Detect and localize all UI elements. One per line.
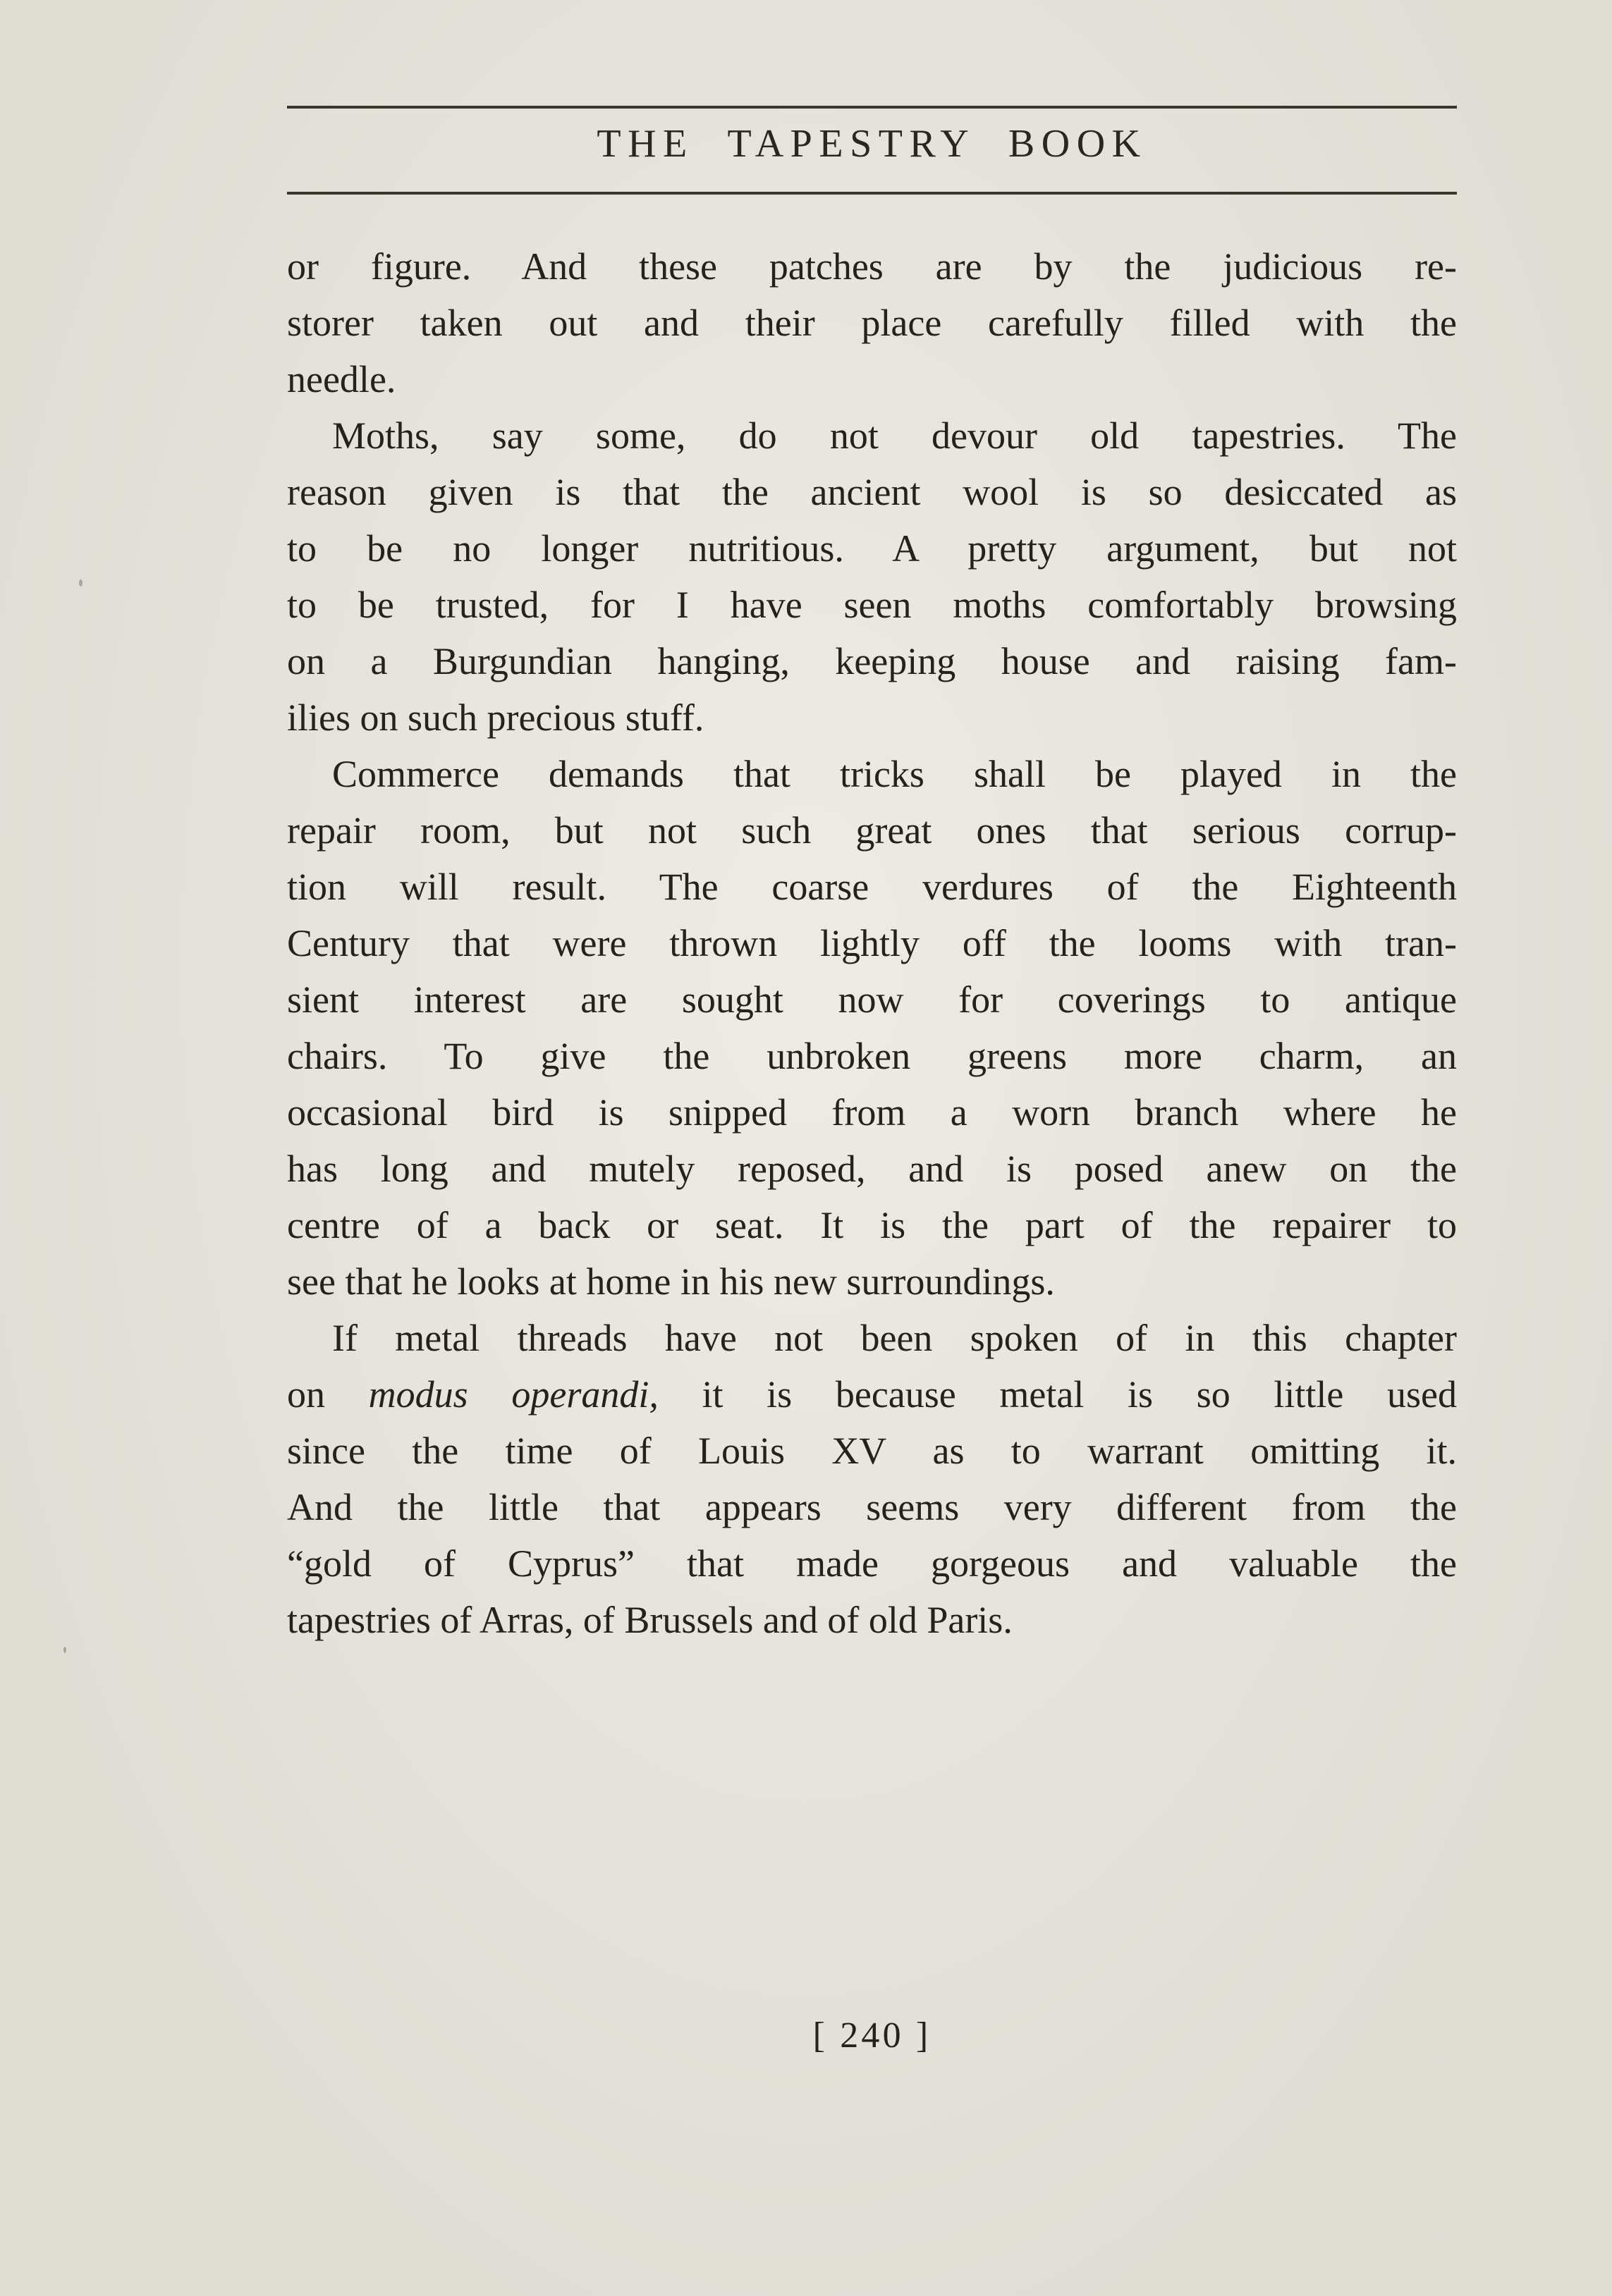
text-line xyxy=(287,859,1457,915)
text-segment: reason given is that the ancient wool is so desiccated as xyxy=(287,471,1457,513)
text-segment: sient interest are sought now for coverings to antique xyxy=(287,978,1457,1021)
text-line xyxy=(287,971,1457,1028)
text-line xyxy=(287,238,1457,295)
text-line xyxy=(287,520,1457,577)
text-segment: Century that were thrown lightly off the looms with tran- xyxy=(287,922,1457,964)
text-line xyxy=(287,915,1457,971)
text-segment: Moths, say some, do not devour old tapestries. The xyxy=(332,415,1457,457)
paragraph xyxy=(287,746,1457,1310)
text-line xyxy=(287,633,1457,689)
text-line xyxy=(287,1592,1457,1648)
text-line xyxy=(287,1084,1457,1141)
text-segment: storer taken out and their place carefully filled with the xyxy=(287,302,1457,344)
text-line xyxy=(287,1253,1457,1310)
text-segment: repair room, but not such great ones that serious corrup- xyxy=(287,809,1457,852)
text-line xyxy=(287,464,1457,520)
text-segment: chairs. To give the unbroken greens more charm, an xyxy=(287,1035,1457,1077)
text-segment: tion will result. The coarse verdures of the Eighteenth xyxy=(287,866,1457,908)
text-segment: on a Burgundian hanging, keeping house and raising fam- xyxy=(287,640,1457,682)
text-segment: see that he looks at home in his new surroundings. xyxy=(287,1260,1055,1303)
text-line xyxy=(287,1423,1457,1479)
scan-speck xyxy=(63,1647,66,1653)
text-segment: ilies on such precious stuff. xyxy=(287,696,704,739)
text-line xyxy=(287,1141,1457,1197)
scan-speck xyxy=(79,579,83,587)
body-text xyxy=(287,238,1457,1648)
text-line xyxy=(287,577,1457,633)
text-segment: “gold of Cyprus” that made gorgeous and valuable the xyxy=(287,1542,1457,1585)
text-line xyxy=(287,1028,1457,1084)
text-segment: occasional bird is snipped from a worn branch where he xyxy=(287,1091,1457,1134)
paragraph xyxy=(287,407,1457,746)
text-line xyxy=(287,802,1457,859)
running-head-title: THE TAPESTRY BOOK xyxy=(597,122,1147,166)
header-rule-bottom xyxy=(287,192,1457,195)
italic-text-segment: modus operandi, xyxy=(368,1373,659,1416)
text-segment: or figure. And these patches are by the judicious re- xyxy=(287,245,1457,288)
footer-page-number: [ 240 ] xyxy=(812,2015,932,2056)
text-segment: And the little that appears seems very different from the xyxy=(287,1486,1457,1528)
text-segment: centre of a back or seat. It is the part of the repairer to xyxy=(287,1204,1457,1246)
text-segment: it is because metal is so little used xyxy=(658,1373,1458,1416)
text-segment: If metal threads have not been spoken of in this chapter xyxy=(332,1317,1457,1359)
text-segment: has long and mutely reposed, and is posed anew on the xyxy=(287,1148,1457,1190)
text-segment: needle. xyxy=(287,358,396,400)
text-segment: since the time of Louis XV as to warrant omitting it. xyxy=(287,1430,1457,1472)
text-segment: Commerce demands that tricks shall be played in the xyxy=(332,753,1457,795)
text-line xyxy=(287,1366,1457,1423)
text-line xyxy=(287,1197,1457,1253)
text-line xyxy=(287,1310,1457,1366)
text-segment: to be no longer nutritious. A pretty argument, but not xyxy=(287,527,1457,570)
text-segment: tapestries of Arras, of Brussels and of old Paris. xyxy=(287,1599,1013,1641)
text-line xyxy=(287,351,1457,407)
text-line xyxy=(287,1479,1457,1535)
paragraph xyxy=(287,1310,1457,1648)
text-segment: to be trusted, for I have seen moths comfortably browsing xyxy=(287,584,1457,626)
text-segment: on xyxy=(287,1373,369,1416)
text-line xyxy=(287,1535,1457,1592)
text-line xyxy=(287,689,1457,746)
paragraph xyxy=(287,238,1457,407)
text-line xyxy=(287,295,1457,351)
text-line xyxy=(287,746,1457,802)
header-rule-top xyxy=(287,106,1457,109)
text-line xyxy=(287,407,1457,464)
